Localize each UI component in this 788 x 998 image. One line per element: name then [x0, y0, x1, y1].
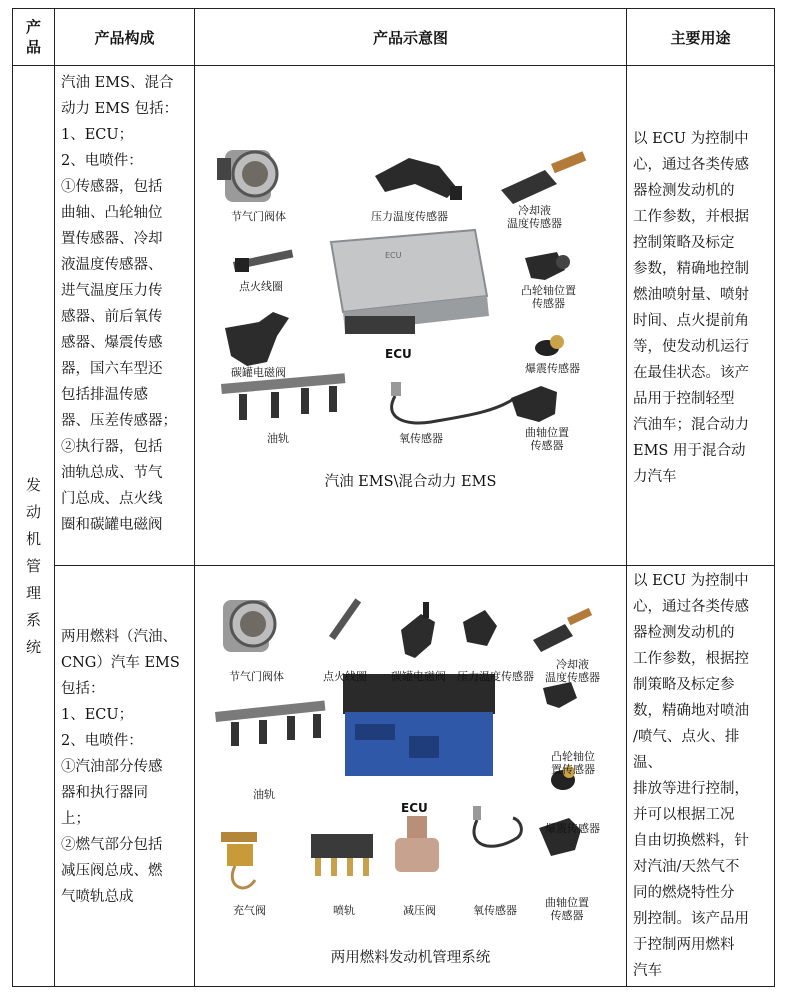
crank-sensor-icon [511, 386, 557, 422]
coolant-sensor-icon-2 [533, 608, 592, 652]
label-crank-1: 曲轴位置 传感器 [525, 426, 569, 452]
label-ignition-1: 点火线圈 [239, 280, 283, 293]
usage-line: 以 ECU 为控制中 [633, 131, 749, 147]
label-injector-2: 喷轨 [333, 904, 355, 917]
composition-line: 感器、爆震传感 [61, 335, 163, 351]
composition-line: 1、ECU； [61, 707, 134, 723]
header-product-char: 产 [25, 18, 41, 36]
label-throttle-2: 节气门阀体 [229, 670, 284, 683]
usage-line: 别控制。该产品用 [633, 911, 749, 927]
composition-line: 圈和碳罐电磁阀 [61, 517, 163, 533]
label-canister-2: 碳罐电磁阀 [391, 670, 446, 683]
usage-line: 控制策略及标定 [633, 235, 735, 251]
composition-line: 包括： [61, 681, 105, 697]
composition-line: 油轨总成、节气 [61, 465, 163, 481]
usage-cell-1 [627, 66, 775, 566]
usage-line: 并可以根据工况 [633, 807, 735, 823]
composition-line: 气喷轨总成 [61, 889, 134, 905]
usage-line: 数，精确地对喷油 [633, 703, 749, 719]
ignition-coil-icon [233, 250, 293, 272]
composition-line: 器和执行器同 [61, 785, 148, 801]
header-product-char: 品 [25, 38, 41, 56]
composition-line: CNG）汽车 EMS [61, 655, 180, 671]
product-table [12, 8, 775, 987]
composition-line: 门总成、点火线 [61, 491, 163, 507]
header-product [13, 9, 55, 66]
oxygen-sensor-icon [391, 382, 515, 423]
product-name-char: 管 [25, 556, 41, 575]
label-pressure-2: 压力温度传感器 [457, 670, 534, 683]
label-rail-1: 油轨 [267, 432, 289, 445]
label-ecu-1: ECU [385, 347, 412, 361]
caption-2: 两用燃料发动机管理系统 [330, 950, 491, 966]
cam-sensor-icon-2 [543, 682, 577, 708]
canister-valve-icon-2 [401, 602, 435, 658]
fuel-rail-icon-2 [215, 701, 325, 746]
composition-line: 1、ECU； [61, 127, 134, 143]
usage-line: 器检测发动机的 [633, 625, 735, 641]
product-name-cell [13, 66, 55, 987]
injector-rail-icon [311, 834, 373, 876]
pressure-sensor-icon-2 [463, 610, 497, 646]
ecu-icon-2 [343, 674, 495, 776]
label-reducer-2: 减压阀 [403, 904, 436, 917]
canister-valve-icon [225, 312, 289, 366]
fuel-rail-icon [221, 373, 345, 420]
composition-cell-2 [55, 566, 195, 987]
usage-line: 对汽油/天然气不 [633, 859, 740, 875]
coolant-sensor-icon [501, 151, 586, 204]
usage-line: 排放等进行控制， [633, 781, 749, 797]
composition-line: 2、电喷件： [61, 153, 143, 169]
composition-line: 汽油 EMS、混合 [61, 75, 174, 91]
usage-line: 汽车 [633, 963, 662, 979]
label-pressure-1: 压力温度传感器 [371, 210, 448, 223]
composition-line: ①汽油部分传感 [61, 759, 163, 775]
diagram-cell-2 [195, 566, 627, 987]
label-coolant-1: 冷却液 温度传感器 [507, 204, 562, 230]
composition-line: 上； [61, 811, 90, 827]
knock-sensor-icon [535, 335, 564, 356]
oxygen-sensor-icon-2 [473, 806, 521, 846]
composition-line: 曲轴、凸轮轴位 [61, 205, 163, 221]
composition-line: ②执行器，包括 [61, 439, 163, 455]
usage-line: 力汽车 [633, 469, 677, 485]
label-oxygen-2: 氧传感器 [473, 904, 517, 917]
header-composition: 产品构成 [55, 9, 195, 66]
throttle-body-icon-2 [223, 600, 275, 652]
usage-line: 器检测发动机的 [633, 183, 735, 199]
label-oxygen-1: 氧传感器 [399, 432, 443, 445]
product-name-char: 系 [25, 610, 41, 629]
composition-line: ①传感器，包括 [61, 179, 163, 195]
usage-line: 燃油喷射量、喷射 [633, 287, 749, 303]
label-rail-2: 油轨 [253, 788, 275, 801]
label-crank-2: 曲轴位置 传感器 [545, 896, 589, 922]
header-row [13, 9, 775, 66]
product-name-char: 机 [25, 529, 41, 548]
usage-line: 心，通过各类传感 [633, 157, 749, 173]
composition-line: 进气温度压力传 [61, 283, 163, 299]
composition-line: 2、电喷件： [61, 733, 143, 749]
composition-line: 减压阀总成、燃 [61, 863, 163, 879]
usage-line: 工作参数，根据控 [633, 651, 749, 667]
fill-valve-icon [221, 832, 257, 888]
composition-cell-1 [55, 66, 195, 566]
svg-text:ECU: ECU [385, 251, 402, 260]
label-cam-2: 凸轮轴位 置传感器 [551, 750, 595, 776]
reducer-valve-icon [395, 816, 439, 872]
label-knock-2: 爆震传感器 [545, 822, 600, 835]
usage-line: 以 ECU 为控制中 [633, 573, 749, 589]
product-name-char: 统 [25, 637, 41, 656]
usage-line: 自由切换燃料，针 [633, 833, 749, 849]
label-ecu-2: ECU [401, 801, 428, 815]
caption-1: 汽油 EMS\混合动力 EMS [324, 474, 497, 490]
composition-line: 液温度传感器、 [61, 257, 163, 273]
usage-line: /喷气、点火、排温、 [633, 729, 740, 771]
composition-line: ②燃气部分包括 [61, 837, 163, 853]
usage-line: 时间、点火提前角 [633, 313, 749, 329]
usage-line: EMS 用于混合动 [633, 443, 746, 459]
label-knock-1: 爆震传感器 [525, 362, 580, 375]
composition-line: 包括排温传感 [61, 387, 148, 403]
header-usage: 主要用途 [627, 9, 775, 66]
usage-line: 品用于控制轻型 [633, 391, 735, 407]
composition-line: 器，国六车型还 [61, 361, 163, 377]
ignition-coil-icon-2 [329, 598, 361, 640]
composition-line: 器、压差传感器； [61, 413, 177, 429]
cam-sensor-icon [525, 252, 570, 280]
ecu-icon [331, 230, 489, 334]
label-coolant-2: 冷却液 温度传感器 [545, 658, 600, 684]
throttle-body-icon [217, 150, 277, 202]
diagram-cell-1 [195, 66, 627, 566]
diagram-2-figure [195, 566, 627, 986]
usage-line: 汽油车；混合动力 [633, 417, 749, 433]
composition-line: 动力 EMS 包括： [61, 101, 179, 117]
header-diagram: 产品示意图 [195, 9, 627, 66]
usage-line: 工作参数，并根据 [633, 209, 749, 225]
label-fill-2: 充气阀 [233, 904, 266, 917]
usage-line: 在最佳状态。该产 [633, 365, 749, 381]
composition-line: 两用燃料（汽油、 [61, 629, 177, 645]
row-gasoline-ems [13, 66, 775, 566]
usage-line: 于控制两用燃料 [633, 937, 735, 953]
usage-cell-2 [627, 566, 775, 987]
row-dual-fuel-ems [13, 566, 775, 987]
usage-line: 同的燃烧特性分 [633, 885, 735, 901]
label-ignition-2: 点火线圈 [323, 670, 367, 683]
pressure-sensor-icon [375, 158, 462, 200]
label-canister-1: 碳罐电磁阀 [231, 366, 286, 379]
usage-line: 制策略及标定参 [633, 677, 735, 693]
composition-line: 置传感器、冷却 [61, 231, 163, 247]
product-name-char: 动 [25, 502, 41, 521]
product-name-char: 发 [25, 475, 41, 494]
usage-line: 参数，精确地控制 [633, 261, 749, 277]
diagram-1-figure [195, 66, 627, 566]
composition-line: 感器、前后氧传 [61, 309, 163, 325]
label-throttle-1: 节气门阀体 [231, 210, 286, 223]
label-cam-1: 凸轮轴位置 传感器 [521, 284, 576, 310]
usage-line: 等，使发动机运行 [633, 339, 749, 355]
usage-line: 心，通过各类传感 [633, 599, 749, 615]
product-name-char: 理 [25, 583, 41, 602]
